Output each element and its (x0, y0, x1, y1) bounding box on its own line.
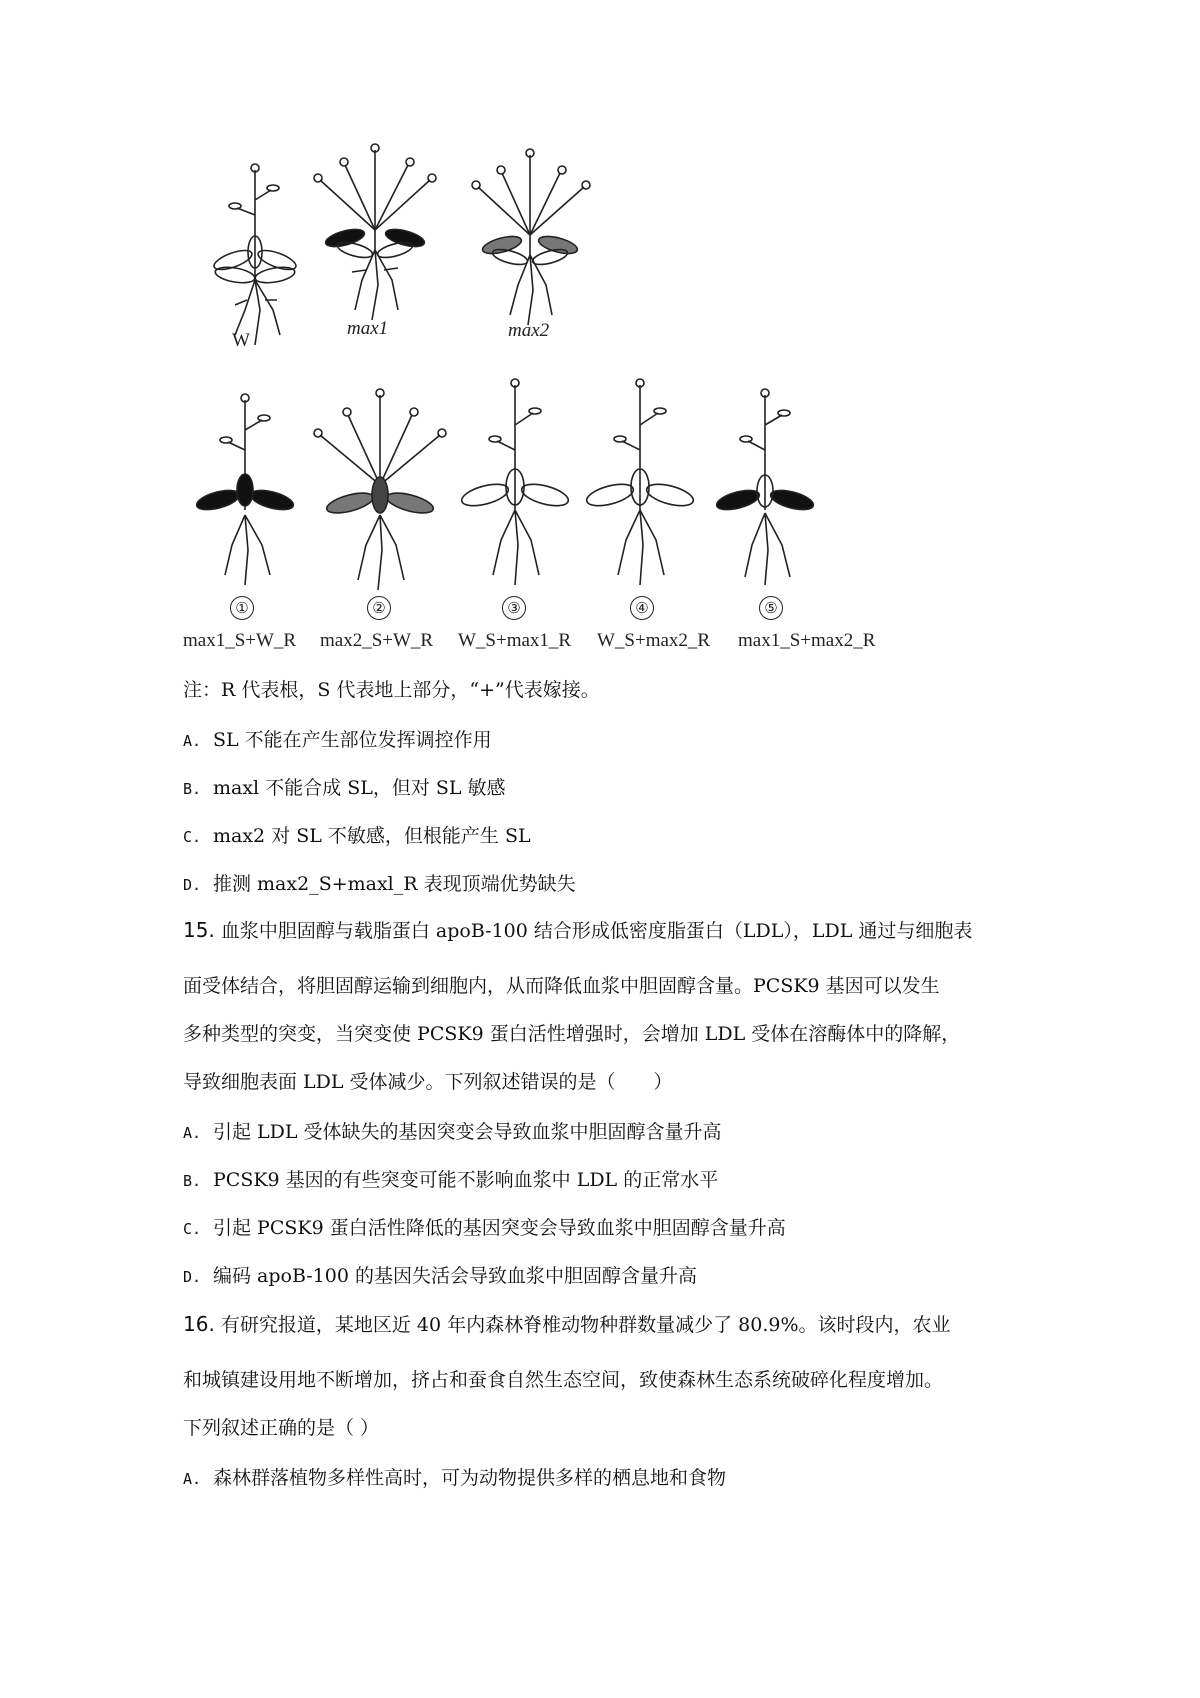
q15-stem-line-3: 多种类型的突变，当突变使 PCSK9 蛋白活性增强时，会增加 LDL 受体在溶酶体中的降解， (183, 1023, 961, 1045)
q15-stem-line-2: 面受体结合，将胆固醇运输到细胞内，从而降低血浆中胆固醇含量。PCSK9 基因可以发生 (183, 975, 940, 997)
plant-graft-1-drawing (190, 390, 300, 590)
plant-max2-drawing (460, 145, 600, 335)
option-letter: D. (183, 1268, 202, 1286)
q15-stem-line-1 (183, 917, 972, 944)
q14-option-a (183, 725, 492, 752)
group-label-5: max1_S+max2_R (738, 630, 876, 651)
group-circle-1: ① (230, 596, 254, 620)
group-circle-5: ⑤ (759, 596, 783, 620)
option-text: max2 对 SL 不敏感，但根能产生 SL (213, 825, 531, 847)
question-number: 15. (183, 918, 215, 942)
option-text: 引起 LDL 受体缺失的基因突变会导致血浆中胆固醇含量升高 (213, 1121, 722, 1143)
plant-max1-drawing (300, 140, 450, 330)
q16-stem-line-1 (183, 1311, 951, 1338)
q14-option-d (183, 869, 576, 896)
plant-label-max2: max2 (508, 320, 550, 341)
group-circle-4: ④ (630, 596, 654, 620)
plant-W-drawing (205, 160, 305, 360)
option-letter: A. (183, 732, 202, 750)
group-circle-3: ③ (502, 596, 526, 620)
option-letter: C. (183, 1220, 202, 1238)
question-text: 有研究报道，某地区近 40 年内森林脊椎动物种群数量减少了 80.9%。该时段内，农业 (220, 1314, 951, 1336)
option-letter: A. (183, 1470, 202, 1488)
option-letter: B. (183, 780, 202, 798)
q15-option-d (183, 1261, 697, 1288)
group-circle-2: ② (367, 596, 391, 620)
plant-label-max1: max1 (347, 318, 389, 339)
q14-option-c (183, 821, 531, 848)
plant-graft-5-drawing (710, 385, 820, 590)
option-letter: A. (183, 1124, 202, 1142)
option-text: 引起 PCSK9 蛋白活性降低的基因突变会导致血浆中胆固醇含量升高 (213, 1217, 786, 1239)
plant-label-W: W (232, 330, 250, 351)
q16-stem-line-2: 和城镇建设用地不断增加，挤占和蚕食自然生态空间，致使森林生态系统破碎化程度增加。 (183, 1369, 944, 1391)
plant-graft-3-drawing (455, 375, 575, 590)
figure-note: 注：R 代表根，S 代表地上部分，“+”代表嫁接。 (183, 679, 600, 701)
option-text: 编码 apoB-100 的基因失活会导致血浆中胆固醇含量升高 (213, 1265, 698, 1287)
q14-option-b (183, 773, 506, 800)
q15-option-c (183, 1213, 786, 1240)
option-letter: C. (183, 828, 202, 846)
q16-stem-line-3: 下列叙述正确的是（ ） (183, 1417, 380, 1439)
group-label-3: W_S+max1_R (458, 630, 572, 651)
q15-stem-line-4: 导致细胞表面 LDL 受体减少。下列叙述错误的是（ ） (183, 1071, 673, 1093)
group-label-1: max1_S+W_R (183, 630, 297, 651)
option-text: 森林群落植物多样性高时，可为动物提供多样的栖息地和食物 (213, 1467, 727, 1489)
q16-option-a (183, 1463, 726, 1490)
option-letter: B. (183, 1172, 202, 1190)
option-text: 推测 max2_S+maxl_R 表现顶端优势缺失 (213, 873, 576, 895)
question-text: 血浆中胆固醇与载脂蛋白 apoB-100 结合形成低密度脂蛋白（LDL），LDL 通过与细胞表 (220, 920, 973, 942)
option-text: maxl 不能合成 SL，但对 SL 敏感 (213, 777, 506, 799)
plant-graft-2-drawing (300, 385, 460, 595)
group-label-4: W_S+max2_R (597, 630, 711, 651)
plant-graft-4-drawing (580, 375, 700, 590)
option-letter: D. (183, 876, 202, 894)
option-text: PCSK9 基因的有些突变可能不影响血浆中 LDL 的正常水平 (213, 1169, 719, 1191)
question-number: 16. (183, 1312, 215, 1336)
group-label-2: max2_S+W_R (320, 630, 434, 651)
option-text: SL 不能在产生部位发挥调控作用 (213, 729, 492, 751)
q15-option-a (183, 1117, 722, 1144)
q15-option-b (183, 1165, 718, 1192)
